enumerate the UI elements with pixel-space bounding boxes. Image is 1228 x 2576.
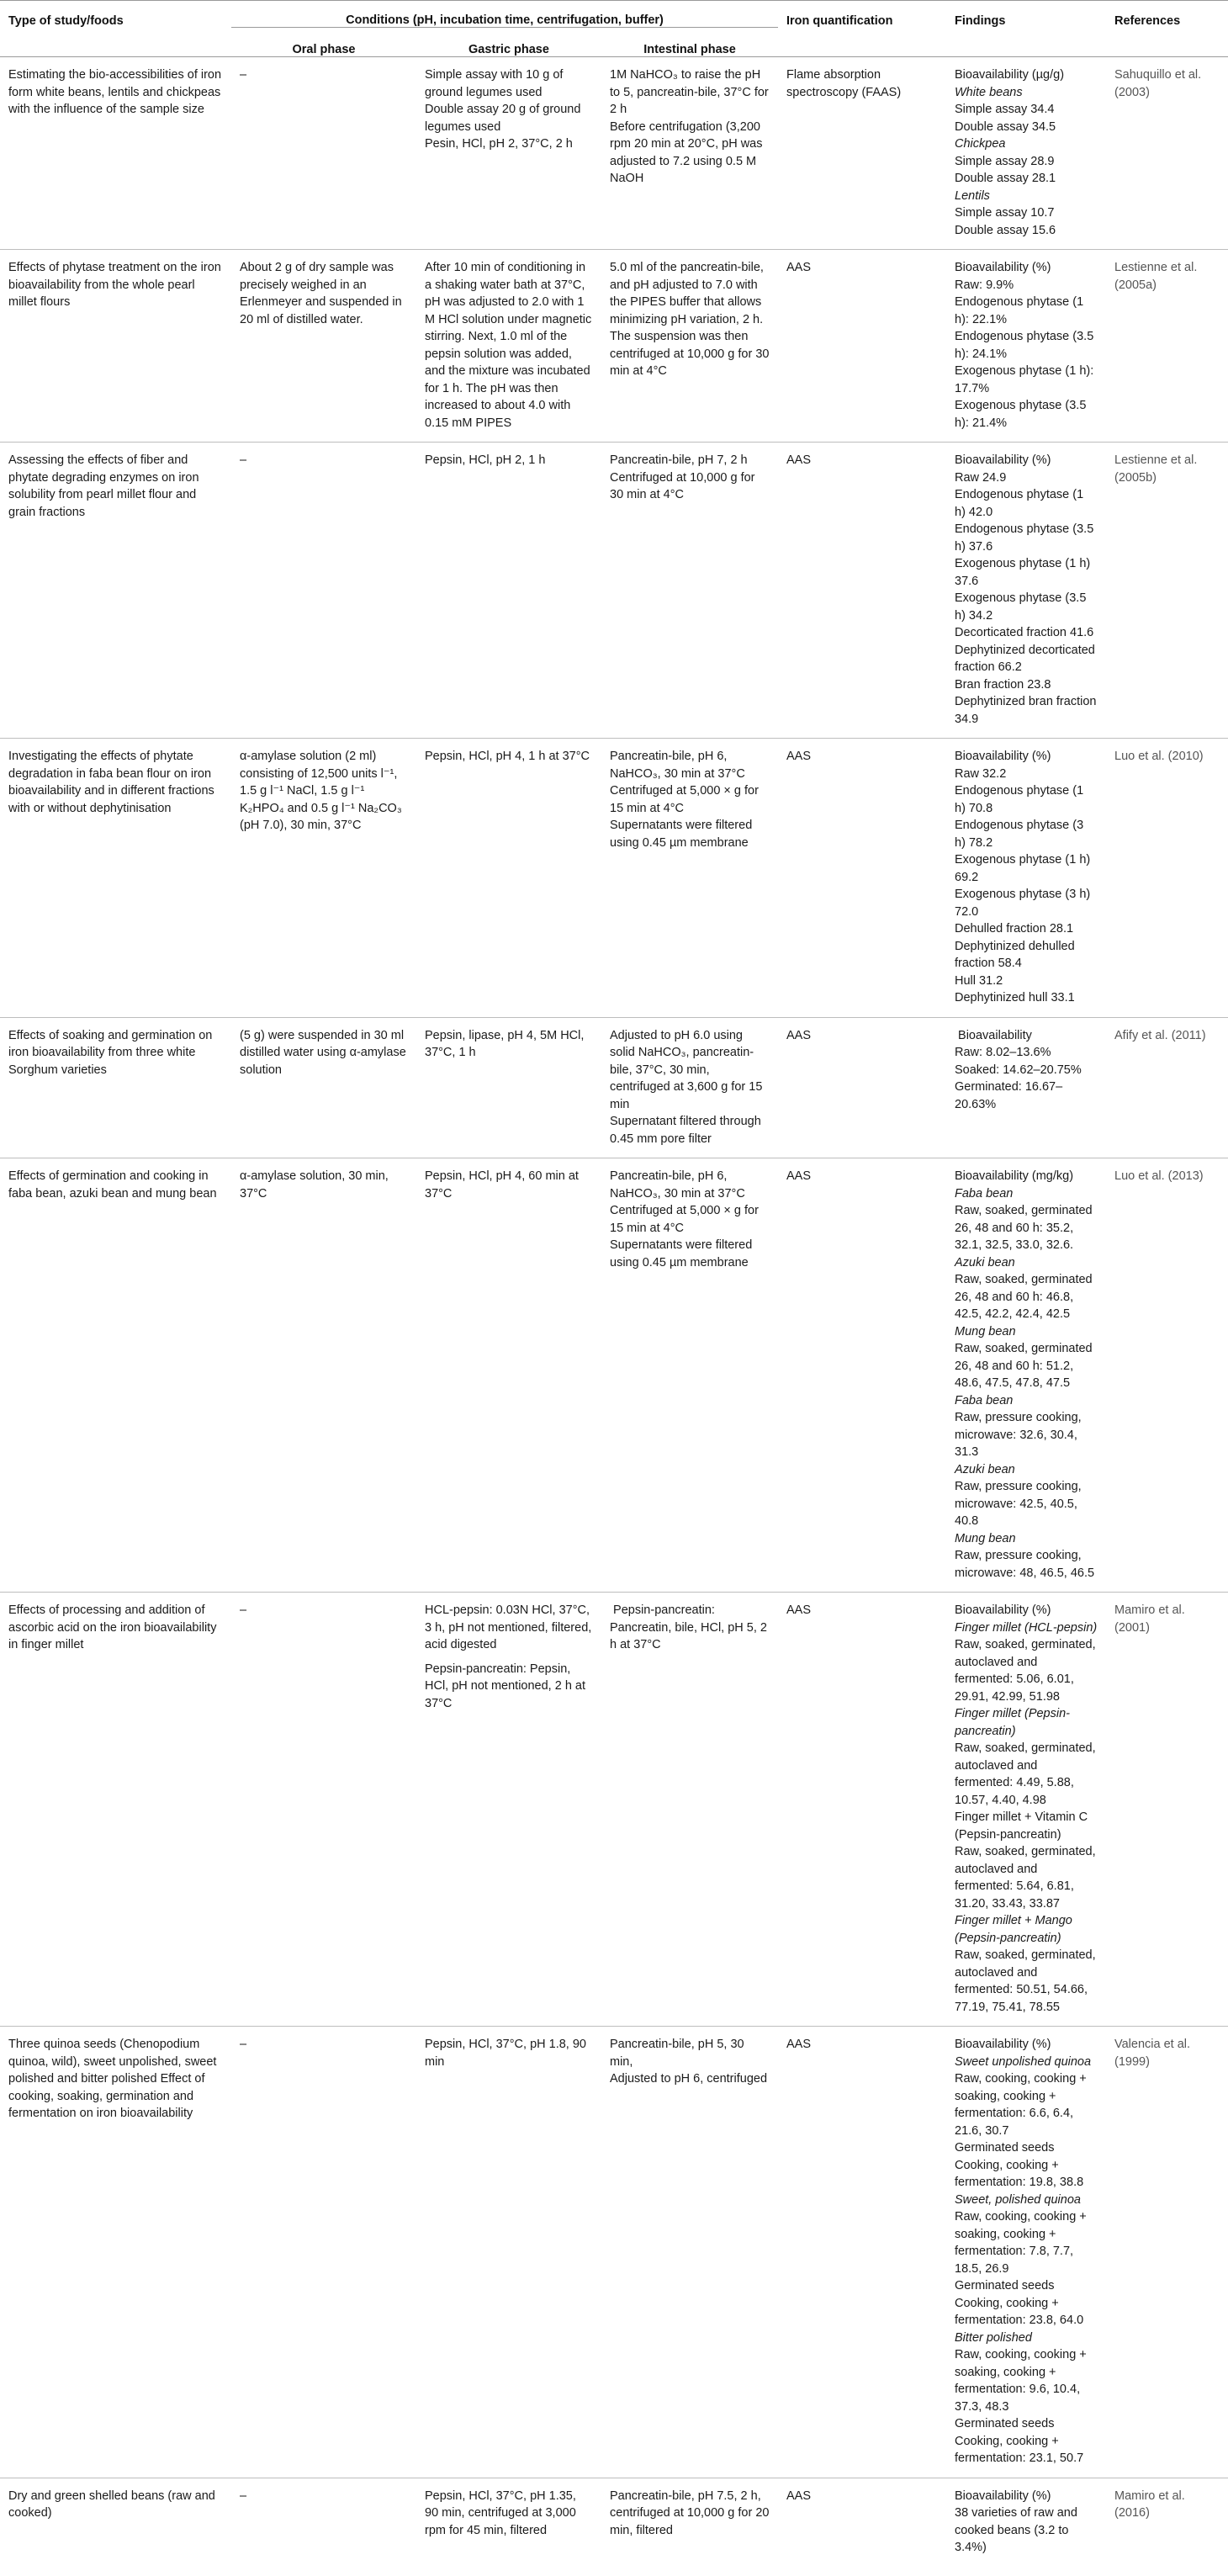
finding-line: Raw, soaked, germinated, autoclaved and fermented: 5.64, 6.81, 31.20, 33.43, 33.87: [955, 1845, 1099, 1911]
header-oral-phase: Oral phase: [231, 28, 416, 57]
finding-line: Raw, soaked, germinated, autoclaved and fermented: 50.51, 54.66, 77.19, 75.41, 78.55: [955, 1948, 1099, 2014]
oral-phase-cell: [231, 250, 416, 443]
gastric-phase-cell: [416, 2027, 601, 2478]
finding-line: Double assay 28.1: [955, 172, 1056, 185]
finding-line: Germinated seeds: [955, 2279, 1055, 2292]
finding-subheading: Azuki bean: [955, 1462, 1015, 1476]
gastric-phase-cell: [416, 443, 601, 739]
oral-phase-text: –: [240, 68, 247, 82]
oral-phase-text: –: [240, 1603, 247, 1617]
finding-line: Dehulled fraction 28.1: [955, 922, 1074, 936]
finding-subheading: Chickpea: [955, 137, 1006, 151]
finding-line: Endogenous phytase (1 h) 70.8: [955, 784, 1088, 815]
finding-line: Bioavailability (%): [955, 1603, 1051, 1617]
finding-line: Raw, cooking, cooking + soaking, cooking + fermentation: 6.6, 6.4, 21.6, 30.7: [955, 2072, 1090, 2138]
type-cell: [0, 57, 231, 250]
finding-line: Exogenous phytase (3.5 h) 34.2: [955, 591, 1090, 623]
iron-quantification-cell: [778, 2478, 946, 2567]
finding-subheading: Mung bean: [955, 1531, 1016, 1545]
iron-quantification-cell: [778, 1158, 946, 1593]
intestinal-phase-cell: [601, 1158, 778, 1593]
finding-line: Endogenous phytase (3.5 h): 24.1%: [955, 330, 1098, 361]
gastric-phase-cell: [416, 2478, 601, 2567]
finding-subheading: Finger millet (HCL-pepsin): [955, 1620, 1098, 1635]
type-text: Dry and green shelled beans (raw and cooked): [8, 2489, 219, 2520]
references-text: Lestienne et al. (2005b): [1114, 453, 1201, 485]
table-row: [0, 1017, 1228, 1158]
finding-line: Bioavailability (%): [955, 453, 1051, 467]
finding-line: Soaked: 14.62–20.75%: [955, 1063, 1082, 1077]
type-text: Estimating the bio-accessibilities of iron form white beans, lentils and chickpeas with the influence of the sample size: [8, 68, 225, 116]
finding-line: Bioavailability (%): [955, 2489, 1051, 2503]
references-text: Sahuquillo et al. (2003): [1114, 68, 1205, 99]
finding-line: Bioavailability (%): [955, 261, 1051, 274]
header-type: Type of study/foods: [8, 13, 124, 28]
table-row: [0, 57, 1228, 250]
finding-line: Hull 31.2: [955, 973, 1003, 988]
finding-line: Germinated seeds: [955, 2141, 1055, 2155]
intestinal-phase-text: Centrifuged at 5,000 × g for 15 min at 4°C: [610, 1204, 762, 1235]
oral-phase-text: (5 g) were suspended in 30 ml distilled water using α-amylase solution: [240, 1028, 410, 1077]
oral-phase-cell: [231, 1158, 416, 1593]
finding-subheading: Faba bean: [955, 1393, 1014, 1407]
gastric-phase-cell: [416, 1158, 601, 1593]
finding-line: Raw, cooking, cooking + soaking, cooking + fermentation: 7.8, 7.7, 18.5, 26.9: [955, 2210, 1090, 2276]
table-row: [0, 2027, 1228, 2478]
gastric-phase-text: Simple assay with 10 g of ground legumes used: [425, 68, 567, 99]
gastric-phase-text: Pepsin, HCl, pH 2, 1 h: [425, 453, 546, 467]
gastric-phase-text: Pepsin, HCl, 37°C, pH 1.35, 90 min, centrifuged at 3,000 rpm for 45 min, filtered: [425, 2489, 580, 2537]
gastric-phase-cell: [416, 57, 601, 250]
references-text: Luo et al. (2010): [1114, 750, 1204, 763]
references-text: Lestienne et al. (2005a): [1114, 261, 1201, 292]
iron-quantification-cell: [778, 739, 946, 1018]
intestinal-phase-cell: [601, 443, 778, 739]
intestinal-phase-cell: [601, 1593, 778, 2027]
finding-line: Dephytinized hull 33.1: [955, 991, 1075, 1004]
type-text: Investigating the effects of phytate degradation in faba bean flour on iron bioavailability and in different fractions with or without dephytinisation: [8, 750, 218, 815]
iron-quantification-cell: [778, 1017, 946, 1158]
iron-quantification-cell: [778, 250, 946, 443]
iron-quantification-text: AAS: [786, 2038, 812, 2051]
intestinal-phase-text: Adjusted to pH 6, centrifuged: [610, 2072, 768, 2086]
type-text: Effects of germination and cooking in faba bean, azuki bean and mung bean: [8, 1169, 217, 1201]
header-gastric-phase: Gastric phase: [416, 28, 601, 57]
gastric-phase-text: After 10 min of conditioning in a shaking water bath at 37°C, pH was adjusted to 2.0 with 1 M HCl solution under magnetic stirring. Next, 1.0 ml of the pepsin solution was added, and the mixture was incubated for 1 h. The pH was then increased to about 4.0 with 0.15 mM PIPES: [425, 261, 595, 430]
finding-line: Endogenous phytase (3.5 h) 37.6: [955, 522, 1098, 554]
finding-subheading: Sweet, polished quinoa: [955, 2192, 1081, 2207]
intestinal-phase-cell: [601, 250, 778, 443]
references-cell: [1106, 57, 1228, 250]
gastric-phase-text: Pepsin, HCl, 37°C, pH 1.8, 90 min: [425, 2038, 590, 2069]
iron-quantification-cell: [778, 1593, 946, 2027]
finding-line: Double assay 15.6: [955, 223, 1056, 237]
type-cell: [0, 1017, 231, 1158]
gastric-phase-text: Pesin, HCl, pH 2, 37°C, 2 h: [425, 137, 573, 151]
finding-line: Exogenous phytase (3.5 h): 21.4%: [955, 399, 1090, 430]
header-findings: Findings: [955, 13, 1006, 28]
finding-line: Endogenous phytase (1 h): 22.1%: [955, 295, 1088, 326]
type-cell: [0, 1158, 231, 1593]
table-row: [0, 1593, 1228, 2027]
finding-line: Raw, soaked, germinated 26, 48 and 60 h: 51.2, 48.6, 47.5, 47.8, 47.5: [955, 1342, 1096, 1390]
header-intestinal-phase: Intestinal phase: [601, 28, 778, 57]
header-conditions: Conditions (pH, incubation time, centrifugation, buffer): [231, 0, 778, 28]
findings-cell: [946, 1017, 1106, 1158]
finding-line: Endogenous phytase (3 h) 78.2: [955, 819, 1088, 850]
oral-phase-cell: [231, 2027, 416, 2478]
table-row: [0, 2478, 1228, 2567]
type-cell: [0, 250, 231, 443]
findings-cell: [946, 2027, 1106, 2478]
finding-line: Bran fraction 23.8: [955, 677, 1051, 692]
references-cell: [1106, 1017, 1228, 1158]
finding-line: Cooking, cooking + fermentation: 19.8, 38.8: [955, 2158, 1084, 2189]
intestinal-phase-text: Pancreatin-bile, pH 7.5, 2 h, centrifuged at 10,000 g for 20 min, filtered: [610, 2489, 773, 2537]
oral-phase-text: About 2 g of dry sample was precisely weighed in an Erlenmeyer and suspended in 20 ml of distilled water.: [240, 261, 405, 326]
finding-line: Simple assay 34.4: [955, 103, 1055, 116]
references-text: Afify et al. (2011): [1114, 1028, 1206, 1042]
findings-cell: [946, 57, 1106, 250]
oral-phase-cell: [231, 1017, 416, 1158]
finding-subheading: Lentils: [955, 188, 990, 203]
finding-subheading: White beans: [955, 85, 1023, 99]
finding-line: Raw, pressure cooking, microwave: 48, 46.5, 46.5: [955, 1549, 1095, 1580]
intestinal-phase-text: 5.0 ml of the pancreatin-bile, and pH adjusted to 7.0 with the PIPES buffer that allows minimizing pH variation, 2 h. The suspension was then centrifuged at 10,000 g for 30 min at 4°C: [610, 261, 773, 378]
oral-phase-text: –: [240, 453, 247, 467]
references-cell: [1106, 1158, 1228, 1593]
finding-line: Cooking, cooking + fermentation: 23.1, 50.7: [955, 2434, 1084, 2465]
finding-line: Cooking, cooking + fermentation: 23.8, 64.0: [955, 2296, 1084, 2327]
references-cell: [1106, 250, 1228, 443]
finding-line: Raw, cooking, cooking + soaking, cooking + fermentation: 9.6, 10.4, 37.3, 48.3: [955, 2348, 1090, 2414]
references-cell: [1106, 443, 1228, 739]
iron-quantification-text: AAS: [786, 261, 812, 274]
finding-line: Double assay 34.5: [955, 119, 1056, 134]
gastric-phase-text: Pepsin, HCl, pH 4, 60 min at 37°C: [425, 1169, 582, 1201]
oral-phase-text: –: [240, 2038, 247, 2051]
intestinal-phase-cell: [601, 2478, 778, 2567]
header-iron-quantification: Iron quantification: [786, 13, 893, 28]
type-cell: [0, 443, 231, 739]
findings-cell: [946, 443, 1106, 739]
finding-line: Dephytinized bran fraction 34.9: [955, 695, 1100, 726]
iron-quantification-text: AAS: [786, 1169, 812, 1183]
references-cell: [1106, 1593, 1228, 2027]
finding-line: Germinated: 16.67–20.63%: [955, 1080, 1063, 1111]
finding-line: Exogenous phytase (1 h) 69.2: [955, 853, 1094, 884]
table-row: [0, 739, 1228, 1018]
references-text: Mamiro et al. (2001): [1114, 1603, 1188, 1635]
type-cell: [0, 2027, 231, 2478]
oral-phase-cell: [231, 739, 416, 1018]
intestinal-phase-cell: [601, 2027, 778, 2478]
intestinal-phase-cell: [601, 57, 778, 250]
finding-subheading: Finger millet + Mango (Pepsin-pancreatin): [955, 1914, 1076, 1945]
findings-cell: [946, 250, 1106, 443]
finding-line: Endogenous phytase (1 h) 42.0: [955, 488, 1088, 519]
iron-quantification-cell: [778, 443, 946, 739]
references-cell: [1106, 2027, 1228, 2478]
references-cell: [1106, 2478, 1228, 2567]
intestinal-phase-text: Supernatants were filtered using 0.45 µm membrane: [610, 1238, 756, 1269]
finding-line: Decorticated fraction 41.6: [955, 626, 1094, 639]
finding-line: Raw, soaked, germinated 26, 48 and 60 h: 35.2, 32.1, 32.5, 33.0, 32.6.: [955, 1204, 1096, 1252]
iron-quantification-cell: [778, 57, 946, 250]
finding-line: Bioavailability (µg/g): [955, 68, 1065, 82]
finding-line: Raw, soaked, germinated 26, 48 and 60 h: 46.8, 42.5, 42.2, 42.4, 42.5: [955, 1273, 1096, 1321]
finding-subheading: Azuki bean: [955, 1255, 1015, 1269]
gastric-phase-text: Pepsin, HCl, pH 4, 1 h at 37°C: [425, 750, 590, 763]
gastric-phase-text: Pepsin-pancreatin: Pepsin, HCl, pH not mentioned, 2 h at 37°C: [425, 1662, 590, 1710]
finding-line: Raw, soaked, germinated, autoclaved and fermented: 5.06, 6.01, 29.91, 42.99, 51.98: [955, 1638, 1099, 1704]
intestinal-phase-text: Centrifuged at 10,000 g for 30 min at 4°C: [610, 470, 759, 501]
gastric-phase-cell: [416, 250, 601, 443]
gastric-phase-text: Double assay 20 g of ground legumes used: [425, 103, 585, 134]
header-references: References: [1114, 13, 1181, 28]
intestinal-phase-text: Supernatants were filtered using 0.45 µm membrane: [610, 819, 756, 850]
intestinal-phase-text: Centrifuged at 5,000 × g for 15 min at 4°C: [610, 784, 762, 815]
finding-subheading: Finger millet (Pepsin-pancreatin): [955, 1707, 1070, 1738]
header-blank: [946, 28, 1106, 57]
header-blank: [1106, 28, 1228, 57]
finding-line: Raw 32.2: [955, 766, 1007, 781]
intestinal-phase-text: Supernatant filtered through 0.45 mm pore filter: [610, 1115, 765, 1146]
intestinal-phase-text: Pancreatin-bile, pH 6, NaHCO₃, 30 min at 37°C: [610, 1169, 745, 1201]
oral-phase-text: α-amylase solution (2 ml) consisting of 12,500 units l⁻¹, 1.5 g l⁻¹ NaCl, 1.5 g l⁻¹ K₂HPO₄ and 0.5 g l⁻¹ Na₂CO₃ (pH 7.0), 30 min, 37°C: [240, 750, 405, 832]
finding-line: Bioavailability: [955, 1028, 1032, 1042]
type-text: Effects of processing and addition of ascorbic acid on the iron bioavailability in finger millet: [8, 1603, 220, 1651]
findings-cell: [946, 1158, 1106, 1593]
finding-line: Raw, pressure cooking, microwave: 32.6, 30.4, 31.3: [955, 1411, 1085, 1459]
finding-line: Simple assay 10.7: [955, 206, 1055, 220]
intestinal-phase-cell: [601, 1017, 778, 1158]
gastric-phase-text: Pepsin, lipase, pH 4, 5M HCl, 37°C, 1 h: [425, 1028, 588, 1059]
table-row: [0, 250, 1228, 443]
finding-line: Raw: 9.9%: [955, 278, 1014, 292]
intestinal-phase-text: Pancreatin-bile, pH 7, 2 h: [610, 453, 748, 467]
gastric-phase-cell: [416, 1593, 601, 2027]
finding-line: Raw: 8.02–13.6%: [955, 1046, 1051, 1059]
finding-line: Dephytinized decorticated fraction 66.2: [955, 643, 1098, 674]
finding-line: Raw 24.9: [955, 470, 1007, 485]
finding-subheading: Mung bean: [955, 1324, 1016, 1338]
finding-line: Exogenous phytase (3 h) 72.0: [955, 888, 1094, 919]
table-body: [0, 57, 1228, 2567]
iron-quantification-cell: [778, 2027, 946, 2478]
finding-line: Bioavailability (%): [955, 2038, 1051, 2051]
iron-quantification-text: Flame absorption spectroscopy (FAAS): [786, 68, 902, 99]
references-text: Mamiro et al. (2016): [1114, 2489, 1188, 2520]
type-cell: [0, 739, 231, 1018]
oral-phase-cell: [231, 57, 416, 250]
finding-line: Germinated seeds: [955, 2417, 1055, 2430]
iron-quantification-text: AAS: [786, 2489, 812, 2503]
iron-quantification-text: AAS: [786, 1603, 812, 1617]
type-text: Assessing the effects of fiber and phytate degrading enzymes on iron solubility from pearl millet flour and grain fractions: [8, 453, 203, 519]
intestinal-phase-text: Pepsin-pancreatin: Pancreatin, bile, HCl, pH 5, 2 h at 37°C: [610, 1603, 771, 1651]
references-text: Luo et al. (2013): [1114, 1169, 1204, 1183]
iron-quantification-text: AAS: [786, 453, 812, 467]
type-text: Effects of soaking and germination on iron bioavailability from three white Sorghum varieties: [8, 1028, 216, 1077]
type-text: Three quinoa seeds (Chenopodium quinoa, wild), sweet unpolished, sweet polished and bitter polished Effect of cooking, soaking, germination and fermentation on iron bioavailability: [8, 2038, 220, 2120]
oral-phase-cell: [231, 2478, 416, 2567]
intestinal-phase-text: Pancreatin-bile, pH 6, NaHCO₃, 30 min at 37°C: [610, 750, 745, 781]
type-cell: [0, 1593, 231, 2027]
references-cell: [1106, 739, 1228, 1018]
oral-phase-cell: [231, 1593, 416, 2027]
findings-cell: [946, 1593, 1106, 2027]
iron-quantification-text: AAS: [786, 1028, 812, 1042]
intestinal-phase-cell: [601, 739, 778, 1018]
finding-line: Bioavailability (%): [955, 750, 1051, 763]
gastric-phase-cell: [416, 1017, 601, 1158]
table-row: [0, 1158, 1228, 1593]
intestinal-phase-text: 1M NaHCO₃ to raise the pH to 5, pancreatin-bile, 37°C for 2 h: [610, 68, 772, 116]
finding-line: Simple assay 28.9: [955, 154, 1055, 168]
finding-line: Raw, pressure cooking, microwave: 42.5, 40.5, 40.8: [955, 1480, 1085, 1528]
intestinal-phase-text: Pancreatin-bile, pH 5, 30 min,: [610, 2038, 748, 2069]
findings-cell: [946, 2478, 1106, 2567]
finding-line: Raw, soaked, germinated, autoclaved and fermented: 4.49, 5.88, 10.57, 4.40, 4.98: [955, 1741, 1099, 1807]
type-text: Effects of phytase treatment on the iron bioavailability from the whole pearl millet flours: [8, 261, 225, 309]
intestinal-phase-text: Adjusted to pH 6.0 using solid NaHCO₃, pancreatin-bile, 37°C, 30 min, centrifuged at 3,600 g for 15 min: [610, 1028, 766, 1111]
intestinal-phase-text: Before centrifugation (3,200 rpm 20 min at 20°C, pH was adjusted to 7.2 using 0.5 M NaOH: [610, 119, 766, 185]
oral-phase-text: α-amylase solution, 30 min, 37°C: [240, 1169, 392, 1201]
type-cell: [0, 2478, 231, 2567]
gastric-phase-text: HCL-pepsin: 0.03N HCl, 37°C, 3 h, pH not mentioned, filtered, acid digested: [425, 1603, 595, 1651]
finding-subheading: Sweet unpolished quinoa: [955, 2054, 1092, 2069]
header-blank: [0, 28, 231, 57]
finding-line: Bioavailability (mg/kg): [955, 1169, 1074, 1183]
oral-phase-text: –: [240, 2489, 247, 2503]
iron-quantification-text: AAS: [786, 750, 812, 763]
finding-subheading: Faba bean: [955, 1186, 1014, 1201]
finding-line: 38 varieties of raw and cooked beans (3.2 to 3.4%): [955, 2506, 1081, 2554]
finding-line: Exogenous phytase (1 h): 17.7%: [955, 364, 1098, 395]
finding-line: Dephytinized dehulled fraction 58.4: [955, 939, 1078, 970]
oral-phase-cell: [231, 443, 416, 739]
findings-cell: [946, 739, 1106, 1018]
table-row: [0, 443, 1228, 739]
finding-subheading: Bitter polished: [955, 2330, 1032, 2345]
gastric-phase-cell: [416, 739, 601, 1018]
finding-line: Finger millet + Vitamin C (Pepsin-pancreatin): [955, 1810, 1092, 1842]
references-text: Valencia et al. (1999): [1114, 2038, 1194, 2069]
header-blank: [778, 28, 946, 57]
finding-line: Exogenous phytase (1 h) 37.6: [955, 557, 1094, 588]
